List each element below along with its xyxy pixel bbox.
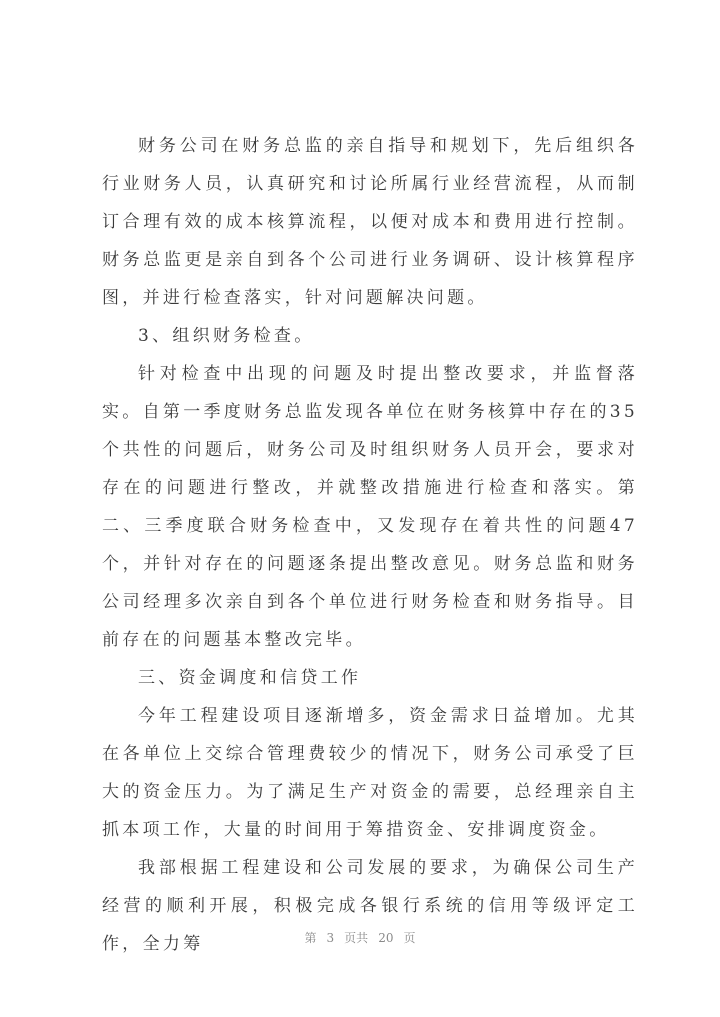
paragraph-funding-pressure: 今年工程建设项目逐渐增多，资金需求日益增加。尤其在各单位上交综合管理费较少的情况下，财务公司承受了巨大的资金压力。为了满足生产对资金的需要，总经理亲自主抓本项工作，大量的时间用于筹措资金、安排调度资金。: [102, 706, 638, 840]
footer-suffix: 页: [403, 931, 416, 945]
heading-funds-and-credit: 三、资金调度和信贷工作: [138, 668, 362, 688]
paragraph-credit-rating: 我部根据工程建设和公司发展的要求，为确保公司生产经营的顺利开展，积极完成各银行系统的信用等级评定工作，全力筹: [102, 858, 638, 954]
paragraph-inspection-issues: 针对检查中出现的问题及时提出整改要求，并监督落实。自第一季度财务总监发现各单位在财务核算中存在的35个共性的问题后，财务公司及时组织财务人员开会，要求对存在的问题进行整改，并就整改措施进行检查和落实。第二、三季度联合财务检查中，又发现存在着共性的问题47个，并针对存在的问题逐条提出整改意见。财务总监和财务公司经理多次亲自到各个单位进行财务检查和财务指导。目前存在的问题基本整改完毕。: [102, 364, 638, 650]
heading-financial-inspection: 3、组织财务检查。: [138, 326, 315, 346]
page-number-footer: [0, 929, 720, 946]
page-body: [102, 127, 638, 963]
footer-page-unit: 页共: [344, 931, 369, 945]
footer-prefix: 第: [304, 931, 317, 945]
current-page-number: 3: [326, 931, 335, 945]
total-pages-number: 20: [378, 931, 394, 945]
paragraph-cost-accounting: 财务公司在财务总监的亲自指导和规划下，先后组织各行业财务人员，认真研究和讨论所属行业经营流程，从而制订合理有效的成本核算流程，以便对成本和费用进行控制。财务总监更是亲自到各个公司进行业务调研、设计核算程序图，并进行检查落实，针对问题解决问题。: [102, 136, 638, 308]
